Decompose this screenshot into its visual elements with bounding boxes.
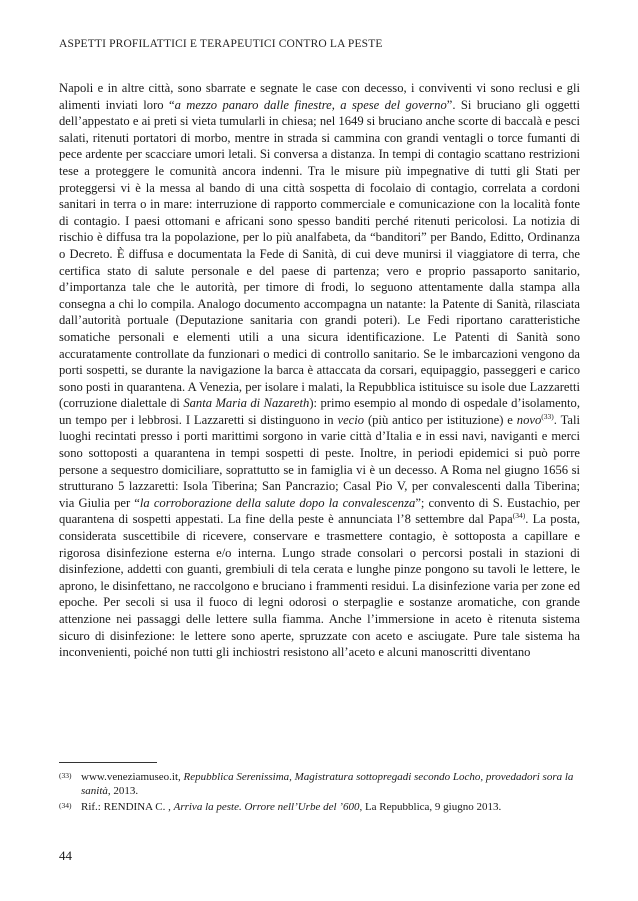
body-text-run: . La posta, considerata suscettibile di ricevere, conservare e trasmettere contagio, è sottoposta a capillare e rigorosa disinfezione esterna e/o interna. Lungo strade consolari o percorsi postali in stazioni di disinfezione, addetti con guanti, grembiuli di tela cerata e lunghe pinze pongono su tavoli le lettere, le aprono, le disinfettano, ne raccolgono e bruciano i frammenti residui. La disinfezione varia per zone ed epoche. Per secoli si usa il fuoco di legni odorosi o sterpaglie e sostanze aromatiche, con grande attenzione nei passaggi delle lettere sulla fiamma. Anche l’immersione in aceto è ritenuta sistema sicuro di disinfezione: le lettere sono aperte, spruzzate con aceto e asciugate. Pure tale sistema ha inconvenienti, poiché non tutti gli inchiostri resistono all’aceto e alcuni manoscritti diventano (59, 512, 580, 660)
footnote-number: (34) (59, 801, 72, 811)
footnote-ref-33[interactable]: (33) (541, 411, 554, 421)
running-header: ASPETTI PROFILATTICI E TERAPEUTICI CONTRO LA PESTE (59, 38, 383, 50)
footnote-ref-text: Rif.: RENDINA C. , (81, 801, 174, 814)
footnote-tail: , La Repubblica, 9 giugno 2013. (359, 801, 502, 814)
footnote-title: Arriva la peste. Orrore nell’Urbe del ’600 (173, 801, 360, 814)
footnote-tail: , 2013. (107, 785, 139, 798)
italic-term: Santa Maria di Nazareth (183, 396, 310, 411)
footnote-ref-34[interactable]: (34) (512, 511, 526, 521)
paragraph (59, 80, 580, 661)
footnote-title: Repubblica Serenissima, Magistratura sottopregadi secondo Locho, provedadori sora la sanità (81, 771, 574, 798)
footnote-text (81, 800, 580, 814)
footnote-33 (59, 770, 580, 798)
footnote-divider (59, 762, 157, 763)
footnote-text (81, 770, 580, 798)
footnote-34 (59, 800, 580, 814)
italic-term: novo (516, 412, 542, 427)
footnotes (59, 770, 580, 817)
body-text-run: . Tali luoghi recintati presso i porti marittimi sorgono in varie città d’Italia e in essi navi, naviganti e merci sono sottoposti a quarantena in tempi sospetti di peste. Inoltre, in periodi epidemici si può porre persone a sequestro domiciliare, soprattutto se in famiglia vi è un decesso. A Roma nel giugno 1656 si strutturano 5 lazzaretti: Isola Tiberina; San Pancrazio; Casal Pio V, per convalescenti dalla Tiberina; via Giulia per “ (59, 412, 580, 510)
body-text-run: (più antico per istituzione) e (364, 412, 517, 427)
italic-term: vecio (337, 412, 365, 427)
body-paragraph (59, 80, 580, 661)
body-text-run: ): primo esempio al mondo di ospedale d’isolamento, un tempo per i lebbrosi. I Lazzaretti si distinguono in (59, 396, 580, 427)
italic-quote: la corroborazione della salute dopo la convalescenza (139, 495, 416, 510)
body-text-run: ”; convento di S. Eustachio, per quarantena di sospetti appestati. La fine della peste è annunciata l’8 settembre dal Papa (59, 495, 581, 527)
body-text-run: ”. Si bruciano gli oggetti dell’appestato e ai preti si vieta tumularli in chiesa; nel 1649 si bruciano anche scorte di baccalà e pesci salati, ritenuti portatori di morbo, mentre in strada si cammina con grandi ventagli o torce fumanti di pece ardente per scacciare umori letali. Si conversa a distanza. In tempi di contagio scattano restrizioni tese a proteggere le comunità ancora indenni. Tra le misure più impegnative di tutti gli Stati per proteggersi vi è la messa al bando di una città sospetta di focolaio di contagio, correlata a cordoni sanitari in terra o in mare: interruzione di rapporto commerciale e comunicazione con la località fonte di contagio. I paesi ottomani e africani sono spesso banditi perché ritenuti pericolosi. La notizia di rischio è diffusa tra la popolazione, per lo più analfabeta, da “banditori” per Bando, Editto, Ordinanza o Decreto. È diffusa e documentata la Fede di Sanità, di cui deve munirsi il viaggiatore di terra, che certifica stato di salute personale e del paese di partenza; vero e proprio passaporto sanitario, d’importanza tale che le autorità, per timore di frodi, lo seguono attentamente dalla stampa alla consegna a chi lo compila. Analogo documento accompagna un natante: la Patente di Sanità, rilasciata dall’autorità portuale (Deputazione sanitaria con grandi poteri). Le Fedi riportano caratteristiche somatiche personali e elementi utili a una sicura identificazione. Le Patenti di Sanità sono accuratamente controllate da funzionari o medici di controllo sanitario. Se le imbarcazioni vengono da porti sospetti, se durante la navigazione la barca è attaccata da corsari, equipaggio, passeggeri e carico sono posti in quarantena. A Venezia, per isolare i malati, la Repubblica istituisce su isole due Lazzaretti (corruzione dialettale di (59, 97, 580, 411)
footnote-link[interactable]: www.veneziamuseo.it, (81, 771, 184, 783)
italic-quote: a mezzo panaro dalle finestre, a spese del governo (174, 97, 447, 112)
page-number: 44 (59, 848, 72, 863)
footnote-number: (33) (59, 771, 72, 780)
body-text-run: Napoli e in altre città, sono sbarrate e segnate le case con decesso, i conviventi vi sono reclusi e gli alimenti inviati loro “ (59, 81, 580, 112)
